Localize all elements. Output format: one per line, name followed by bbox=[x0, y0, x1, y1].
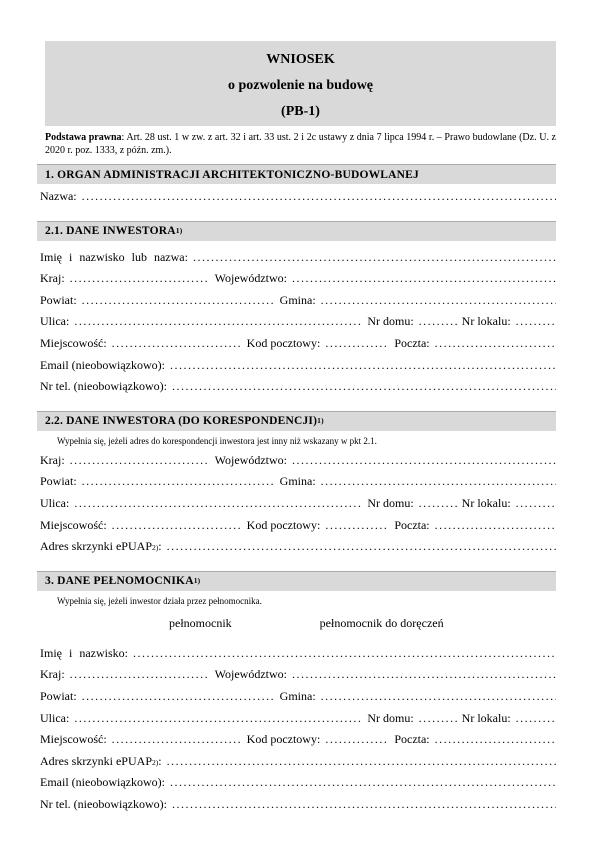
dotted-line bbox=[170, 775, 556, 790]
dotted-line bbox=[74, 314, 362, 329]
dotted-line bbox=[82, 474, 275, 489]
legal-basis-label: Podstawa prawna bbox=[45, 132, 122, 143]
field-label: Nr domu: bbox=[367, 710, 414, 725]
field-row bbox=[37, 775, 556, 797]
dotted-line bbox=[82, 293, 275, 308]
dotted-line bbox=[419, 314, 457, 329]
dotted-line bbox=[516, 711, 556, 726]
field-row bbox=[37, 689, 556, 711]
section bbox=[37, 164, 556, 211]
field-row bbox=[37, 271, 556, 293]
column-labels bbox=[37, 616, 556, 631]
dotted-line bbox=[516, 496, 556, 511]
field-label: Nr lokalu: bbox=[461, 495, 511, 510]
dotted-line bbox=[516, 314, 556, 329]
field-label: Gmina: bbox=[279, 292, 316, 307]
dotted-line bbox=[321, 689, 556, 704]
field-row bbox=[37, 453, 556, 475]
field-row: Adres skrzynki ePUAP 2) : ..... bbox=[37, 754, 556, 776]
section-header bbox=[37, 164, 556, 184]
legal-basis-text: : Art. 28 ust. 1 w zw. z art. 32 i art. 33 ust. 2 i 2c ustawy z dnia 7 lipca 1994 r. – Prawo budowlane (Dz. U. z 2020 r. poz. 1333, z późn. zm.). bbox=[45, 132, 556, 156]
field-label: Miejscowość: bbox=[40, 517, 107, 532]
field-label: Adres skrzynki ePUAP bbox=[40, 753, 152, 768]
field-label: Kraj: bbox=[40, 667, 65, 682]
dotted-line bbox=[82, 689, 275, 704]
field-label: Kod pocztowy: bbox=[246, 732, 321, 747]
field-row bbox=[37, 711, 556, 733]
dotted-line bbox=[112, 732, 242, 747]
field-label: Kraj: bbox=[40, 271, 65, 286]
dotted-line bbox=[325, 336, 389, 351]
dotted-line bbox=[292, 667, 556, 682]
section-title: 3. DANE PEŁNOMOCNIKA bbox=[45, 575, 194, 588]
field-label: Poczta: bbox=[394, 732, 430, 747]
section-rows bbox=[37, 646, 556, 819]
field-label: Poczta: bbox=[394, 335, 430, 350]
dotted-line bbox=[172, 379, 556, 394]
dotted-line bbox=[167, 754, 556, 769]
field-label: Powiat: bbox=[40, 688, 77, 703]
field-label: Województwo: bbox=[214, 667, 288, 682]
field-label: Ulica: bbox=[40, 314, 70, 329]
field-label: Imię i nazwisko lub nazwa: bbox=[40, 249, 188, 264]
section-note: Wypełnia się, jeżeli inwestor działa przez pełnomocnika. bbox=[57, 595, 262, 606]
field-row bbox=[37, 646, 556, 668]
dotted-line bbox=[167, 539, 556, 554]
section bbox=[37, 571, 556, 819]
section-header: 2.2. DANE INWESTORA (DO KORESPONDENCJI) 1) bbox=[37, 411, 556, 431]
section-title: 2.1. DANE INWESTORA bbox=[45, 225, 176, 238]
dotted-line bbox=[70, 453, 210, 468]
dotted-line bbox=[325, 732, 389, 747]
dotted-line bbox=[193, 250, 556, 265]
dotted-line bbox=[172, 797, 556, 812]
section-header: 2.1. DANE INWESTORA 1) bbox=[37, 221, 556, 241]
dotted-line bbox=[74, 496, 362, 511]
legal-basis bbox=[45, 132, 556, 157]
section-header: 3. DANE PEŁNOMOCNIKA 1) bbox=[37, 571, 556, 591]
field-row bbox=[37, 518, 556, 540]
dotted-line bbox=[170, 358, 556, 373]
dotted-line bbox=[74, 711, 362, 726]
field-label: Kraj: bbox=[40, 452, 65, 467]
dotted-line bbox=[292, 453, 556, 468]
dotted-line bbox=[435, 518, 556, 533]
field-row bbox=[37, 358, 556, 380]
column-label: pełnomocnik bbox=[169, 615, 232, 630]
field-label: Poczta: bbox=[394, 517, 430, 532]
field-label: Kod pocztowy: bbox=[246, 517, 321, 532]
field-label: Nr lokalu: bbox=[461, 710, 511, 725]
section-title: 2.2. DANE INWESTORA (DO KORESPONDENCJI) bbox=[45, 415, 318, 428]
field-label: Nr lokalu: bbox=[461, 314, 511, 329]
field-row: Adres skrzynki ePUAP 2) : ..... bbox=[37, 539, 556, 561]
field-label: Gmina: bbox=[279, 688, 316, 703]
field-row bbox=[37, 797, 556, 819]
section bbox=[37, 411, 556, 561]
field-row bbox=[37, 496, 556, 518]
section-note: Wypełnia się, jeżeli adres do korespondencji inwestora jest inny niż wskazany w pkt 2.1. bbox=[57, 435, 377, 446]
field-label: Województwo: bbox=[214, 271, 288, 286]
section-title: 1. ORGAN ADMINISTRACJI ARCHITEKTONICZNO-BUDOWLANEJ bbox=[45, 168, 420, 181]
field-label: Kod pocztowy: bbox=[246, 335, 321, 350]
field-row bbox=[37, 667, 556, 689]
section-rows bbox=[37, 189, 556, 211]
dotted-line bbox=[419, 711, 457, 726]
field-label-colon: : bbox=[158, 539, 162, 554]
column-label: pełnomocnik do doręczeń bbox=[319, 615, 444, 630]
field-label: Nr tel. (nieobowiązkowo): bbox=[40, 379, 167, 394]
form-title: WNIOSEK bbox=[266, 52, 335, 67]
dotted-line bbox=[82, 189, 556, 204]
field-row bbox=[37, 732, 556, 754]
field-label: Ulica: bbox=[40, 710, 70, 725]
field-row bbox=[37, 293, 556, 315]
field-label: Adres skrzynki ePUAP bbox=[40, 539, 152, 554]
field-label: Imię i nazwisko: bbox=[40, 645, 128, 660]
field-row bbox=[37, 474, 556, 496]
dotted-line bbox=[70, 667, 210, 682]
field-label: Nazwa: bbox=[40, 189, 77, 203]
field-label: Gmina: bbox=[279, 474, 316, 489]
field-label: Województwo: bbox=[214, 452, 288, 467]
field-label: Email (nieobowiązkowo): bbox=[40, 775, 165, 790]
dotted-line bbox=[435, 732, 556, 747]
field-label: Email (nieobowiązkowo): bbox=[40, 357, 165, 372]
field-row bbox=[37, 314, 556, 336]
field-label: Powiat: bbox=[40, 292, 77, 307]
field-label: Miejscowość: bbox=[40, 732, 107, 747]
dotted-line bbox=[112, 518, 242, 533]
field-row bbox=[37, 379, 556, 401]
field-row bbox=[37, 250, 556, 272]
dotted-line bbox=[321, 293, 556, 308]
dotted-line bbox=[70, 271, 210, 286]
field-label: Ulica: bbox=[40, 495, 70, 510]
field-row bbox=[37, 189, 556, 211]
dotted-line bbox=[292, 271, 556, 286]
field-label-colon: : bbox=[158, 753, 162, 768]
dotted-line bbox=[419, 496, 457, 511]
form-title-box bbox=[45, 41, 556, 126]
field-label: Powiat: bbox=[40, 474, 77, 489]
field-label: Nr domu: bbox=[367, 495, 414, 510]
dotted-line bbox=[112, 336, 242, 351]
dotted-line bbox=[133, 646, 556, 661]
field-label: Nr domu: bbox=[367, 314, 414, 329]
section-rows bbox=[37, 453, 556, 561]
field-label: Nr tel. (nieobowiązkowo): bbox=[40, 796, 167, 811]
section-rows bbox=[37, 250, 556, 401]
field-row bbox=[37, 336, 556, 358]
dotted-line bbox=[435, 336, 556, 351]
form-code: (PB-1) bbox=[281, 104, 320, 119]
dotted-line bbox=[321, 474, 556, 489]
form-sections bbox=[37, 164, 556, 818]
field-label: Miejscowość: bbox=[40, 335, 107, 350]
form-subtitle: o pozwolenie na budowę bbox=[227, 78, 374, 93]
dotted-line bbox=[325, 518, 389, 533]
section bbox=[37, 221, 556, 401]
